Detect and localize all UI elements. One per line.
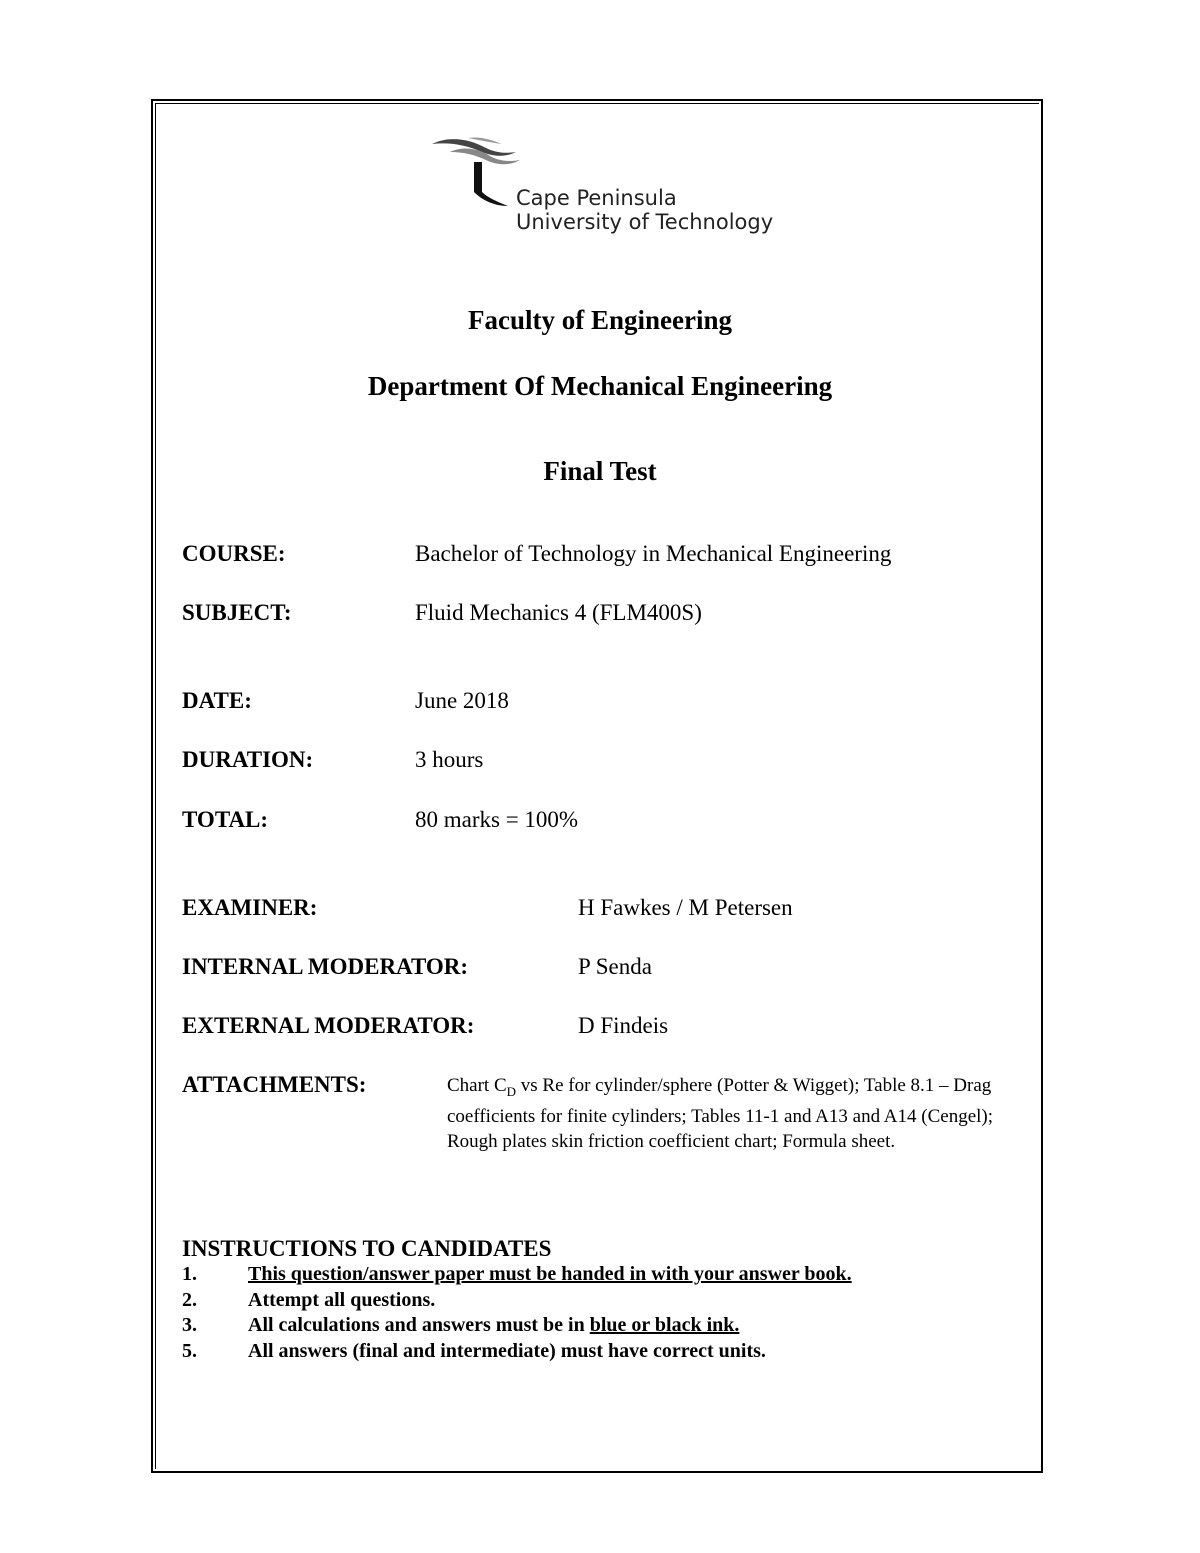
instruction-item [182,1313,1002,1339]
cput-logo-icon [428,134,528,214]
course-value: Bachelor of Technology in Mechanical Engineering [415,541,892,566]
instruction-number: 1. [182,1263,197,1285]
logo-wordmark [516,186,773,234]
department-title: Department Of Mechanical Engineering [367,371,833,401]
subject-value: Fluid Mechanics 4 (FLM400S) [415,600,702,625]
instruction-text: This question/answer paper must be handed in with your answer book. [248,1263,852,1285]
external-moderator-label: EXTERNAL MODERATOR: [182,1013,475,1038]
attachments-text [447,1073,1017,1154]
examiner-value: H Fawkes / M Petersen [578,895,793,920]
instruction-text: Attempt all questions. [248,1288,436,1311]
external-moderator-value: D Findeis [578,1013,669,1038]
total-label: TOTAL: [182,807,269,832]
attachments-text-rest: vs Re for cylinder/sphere (Potter & Wigget); Table 8.1 – Drag coefficients for finite cylinders; Tables 11-1 and A13 and A14 (Cengel); Rough plates skin friction coefficient chart; Formula sheet. [447,1075,994,1152]
instructions-list [182,1262,1002,1364]
date-label: DATE: [182,688,252,713]
instruction-text-plain: All calculations and answers must be in [248,1314,590,1336]
examiner-label: EXAMINER: [182,895,318,920]
duration-label: DURATION: [182,747,314,772]
total-value: 80 marks = 100% [415,807,579,832]
attachments-label: ATTACHMENTS: [182,1072,367,1097]
internal-moderator-value: P Senda [578,954,652,979]
instruction-number: 5. [182,1339,197,1362]
instruction-text: All answers (final and intermediate) must have correct units. [248,1339,766,1362]
instruction-item [182,1339,1002,1365]
duration-value: 3 hours [415,747,484,772]
instructions-title: INSTRUCTIONS TO CANDIDATES [182,1236,552,1261]
course-label: COURSE: [182,541,286,566]
attachments-text-start: Chart C [447,1075,507,1096]
internal-moderator-label: INTERNAL MODERATOR: [182,954,469,979]
test-type-title: Final Test [543,456,657,486]
university-logo [428,134,774,238]
instruction-number: 3. [182,1314,197,1336]
attachments-subscript: D [506,1083,517,1099]
instruction-item [182,1262,1002,1288]
date-value: June 2018 [415,688,509,713]
logo-line-2: University of Technology [516,210,774,234]
instruction-number: 2. [182,1288,197,1311]
logo-line-1: Cape Peninsula [516,186,677,210]
instruction-text-underlined: blue or black ink. [589,1314,740,1336]
instruction-text [248,1313,739,1339]
subject-label: SUBJECT: [182,600,292,625]
instruction-item [182,1288,1002,1314]
faculty-title: Faculty of Engineering [468,305,732,335]
